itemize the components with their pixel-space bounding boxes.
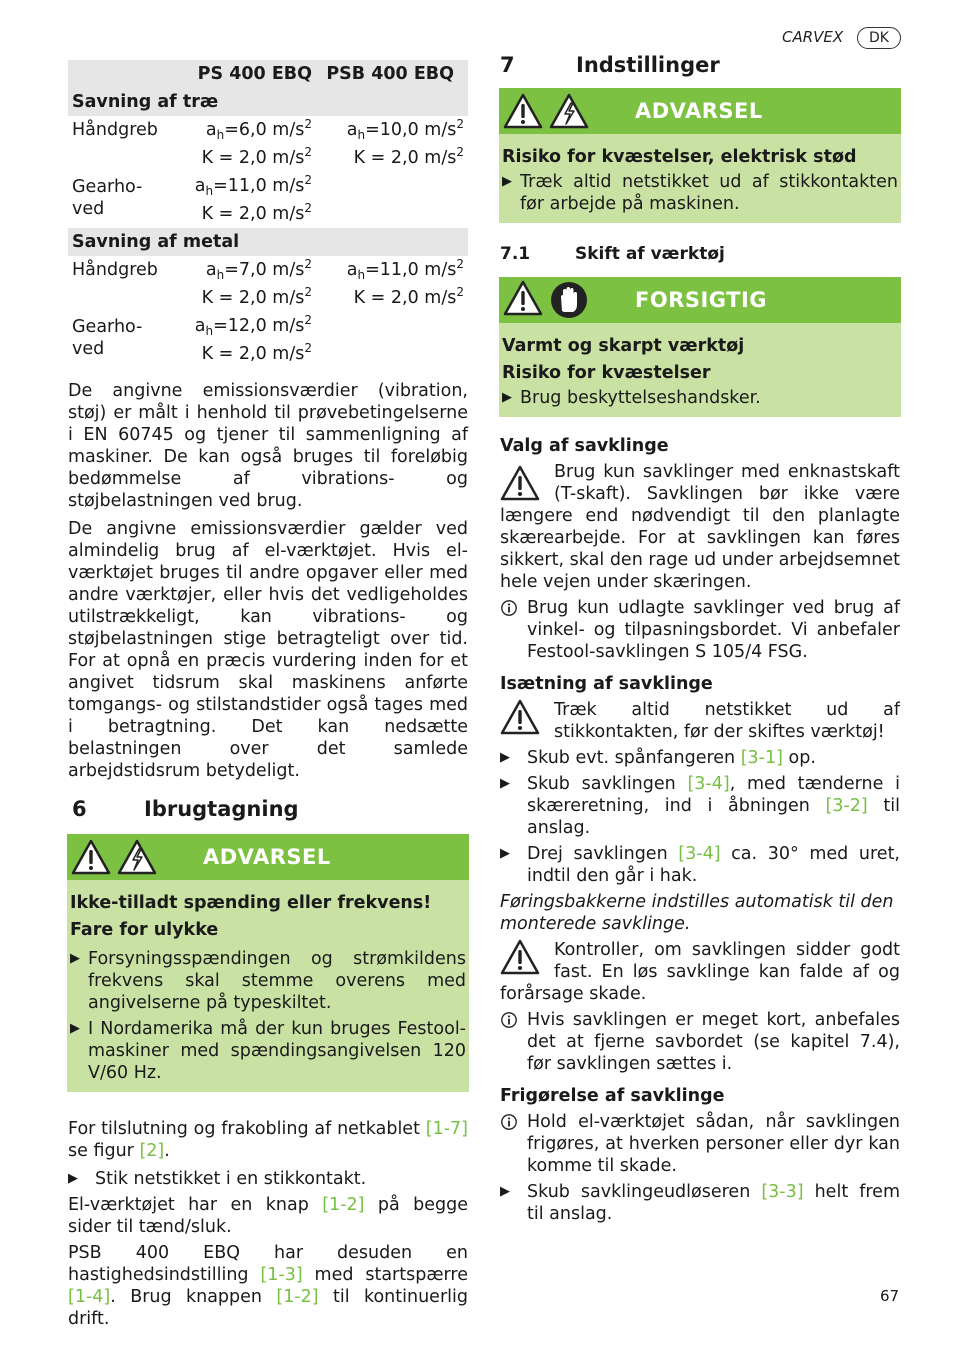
list-item: ▶ Drej savklingen [3-4] ca. 30° med uret, indtil den går i hak. [500, 844, 900, 886]
arrow-bullet-icon: ▶ [500, 846, 510, 861]
subheading-select-blade: Valg af savklinge [500, 436, 669, 456]
list-item: ▶ Skub savklingen [3-4], med tænderne i skæreretning, ind i åbningen [3-2] til anslag. [500, 774, 900, 838]
emission-paragraph: De angivne emissionsværdier (vibration, støj) er målt i henhold til prøvebetingelserne i EN 60745 og tjener til sammenligning af maskiner. De kan også bruges til foreløbig bedømmelse af vibrations- og støjbelastningen ved brug. [68, 381, 468, 511]
value-cell: $a_h=6,0$ $m/s^2$ [205, 117, 312, 142]
warning-text-bold: Risiko for kvæstelser, elektrisk stød [502, 147, 857, 167]
value-cell: K = 2,0 $m/s^2$ [353, 145, 464, 168]
warning-triangle-icon [500, 465, 540, 501]
electric-shock-icon [549, 93, 589, 129]
right-column [500, 52, 900, 1225]
row-label: Gearho-ved [72, 177, 143, 219]
connection-paragraph: For tilslutning og frakobling af netkablet [1-7] se figur [2]. [68, 1119, 468, 1161]
value-cell: $a_h=12,0$ $m/s^2$ [194, 313, 312, 338]
warning-paragraph: Brug kun savklinger med enknastskaft (T-skaft). Savklingen bør ikke være længere end nødvendigt til den planlagte skærearbejde. For at savklingen kan føres sikkert, skal den rage ud under arbejdsemnet hele vejen under skæringen. [500, 462, 900, 592]
value-cell: K = 2,0 $m/s^2$ [201, 201, 312, 224]
section-metal: Savning af metal [68, 228, 468, 256]
arrow-bullet-icon: ▶ [70, 1021, 80, 1036]
warning-box [67, 834, 469, 1092]
row-label: Håndgreb [72, 260, 158, 280]
arrow-bullet-icon: ▶ [502, 390, 512, 405]
section-heading-6: 6 Ibrugtagning [72, 797, 299, 821]
value-cell: $a_h=10,0$ $m/s^2$ [346, 117, 464, 142]
value-cell: K = 2,0 $m/s^2$ [201, 145, 312, 168]
emission-table [68, 60, 468, 368]
info-paragraph: Hvis savklingen er meget kort, anbefales det at fjerne savbordet (se kapitel 7.4), før savklingen sættes i. [500, 1009, 900, 1075]
list-item: ▶ Skub evt. spånfangeren [3-1] op. [500, 748, 816, 768]
warning-text-bold: Fare for ulykke [70, 920, 219, 940]
value-cell: K = 2,0 $m/s^2$ [353, 285, 464, 308]
warning-title: ADVARSEL [203, 845, 331, 869]
info-icon [500, 1113, 518, 1131]
arrow-bullet-icon: ▶ [500, 776, 510, 791]
info-icon [500, 599, 518, 617]
glove-icon [549, 280, 589, 320]
section-wood: Savning af træ [68, 88, 468, 116]
warning-paragraph: Træk altid netstikket ud af stikkontakten, før der skiftes værktøj! [500, 699, 900, 743]
value-cell: $a_h=7,0$ $m/s^2$ [205, 257, 312, 282]
emission-paragraph-2: De angivne emissionsværdier gælder ved almindelig brug af el-værktøjet. Hvis el-værktøjet bruges til andre opgaver eller med andre værktøjer, eller hvis det vedligeholdes utilstrækkeligt, kan vibrations- og støjbelastningen stige betragteligt over tid. For at opnå en præcis vurdering inden for et angivet tidsrum skal maskinens anførte tomgangs- og stilstandstider også tages med i betragtning. Det kan nedsætte belastningen over det samlede arbejdstidsrum betydeligt. [68, 519, 468, 781]
section-heading-7: 7 Indstillinger [500, 53, 720, 77]
italic-note: Føringsbakkerne indstilles automatisk til den monterede savklinge. [500, 892, 894, 934]
arrow-bullet-icon: ▶ [500, 1184, 510, 1199]
list-item: ▶ Brug beskyttelseshandsker. [502, 388, 761, 408]
caution-title: FORSIGTIG [635, 288, 768, 312]
arrow-bullet-icon: ▶ [70, 951, 80, 966]
list-item: ▶ Forsyningsspændingen og strømkildens frekvens skal stemme overens med angivelserne på typeskiltet. [70, 949, 466, 1013]
value-cell: K = 2,0 $m/s^2$ [201, 341, 312, 364]
col-ps400: PS 400 EBQ [168, 60, 316, 88]
warning-triangle-icon [500, 939, 540, 975]
warning-paragraph: Kontroller, om savklingen sidder godt fast. En løs savklinge kan falde af og forårsage skade. [500, 940, 900, 1004]
switch-paragraph: El-værktøjet har en knap [1-2] på begge sider til tænd/sluk. [68, 1195, 468, 1237]
warning-box [499, 88, 901, 223]
caution-box [499, 277, 901, 417]
list-item: ▶ Træk altid netstikket ud af stikkontakten før arbejde på maskinen. [502, 172, 898, 214]
caution-text-bold: Risiko for kvæstelser [502, 363, 711, 383]
warning-header [67, 834, 469, 880]
electric-shock-icon [117, 839, 157, 875]
warning-triangle-icon [503, 280, 543, 316]
row-label: Gearho-ved [72, 317, 143, 359]
subheading-release-blade: Frigørelse af savklinge [500, 1086, 725, 1106]
info-paragraph: Hold el-værktøjet sådan, når savklingen frigøres, at hverken personer eller dyr kan komme til skade. [500, 1111, 900, 1177]
list-item: ▶ Skub savklingeudløseren [3-3] helt frem til anslag. [500, 1182, 900, 1224]
value-cell: $a_h=11,0$ $m/s^2$ [194, 173, 312, 198]
brand-label: CARVEX [782, 28, 844, 46]
warning-triangle-icon [503, 93, 543, 129]
speed-paragraph: PSB 400 EBQ har desuden en hastighedsindstilling [1-3] med startspærre [1-4]. Brug knappen [1-2] til kontinuerlig drift. [68, 1243, 468, 1329]
section-heading-7-1: 7.1 Skift af værktøj [500, 244, 725, 264]
page-number: 67 [880, 1287, 900, 1305]
warning-title: ADVARSEL [635, 99, 763, 123]
warning-header [499, 88, 901, 134]
col-psb400: PSB 400 EBQ [316, 60, 468, 88]
caution-text-bold: Varmt og skarpt værktøj [502, 336, 745, 356]
caution-header [499, 277, 901, 323]
value-cell: $a_h=11,0$ $m/s^2$ [346, 257, 464, 282]
warning-triangle-icon [71, 839, 111, 875]
info-paragraph: Brug kun udlagte savklinger ved brug af vinkel- og tilpasningsbordet. Vi anbefaler Festool-savklingen S 105/4 FSG. [500, 597, 900, 663]
arrow-bullet-icon: ▶ [500, 750, 510, 765]
warning-triangle-icon [500, 699, 540, 735]
list-item: ▶ Stik netstikket i en stikkontakt. [68, 1169, 367, 1189]
row-label: Håndgreb [72, 120, 158, 140]
left-column [68, 60, 468, 1330]
language-badge: DK [857, 27, 901, 49]
list-item: ▶ I Nordamerika må der kun bruges Festool-maskiner med spændingsangivelsen 120 V/60 Hz. [70, 1019, 466, 1083]
warning-text-bold: Ikke-tilladt spænding eller frekvens! [70, 893, 432, 913]
arrow-bullet-icon: ▶ [68, 1171, 78, 1186]
info-icon [500, 1011, 518, 1029]
arrow-bullet-icon: ▶ [502, 174, 512, 189]
subheading-insert-blade: Isætning af savklinge [500, 674, 713, 694]
value-cell: K = 2,0 $m/s^2$ [201, 285, 312, 308]
